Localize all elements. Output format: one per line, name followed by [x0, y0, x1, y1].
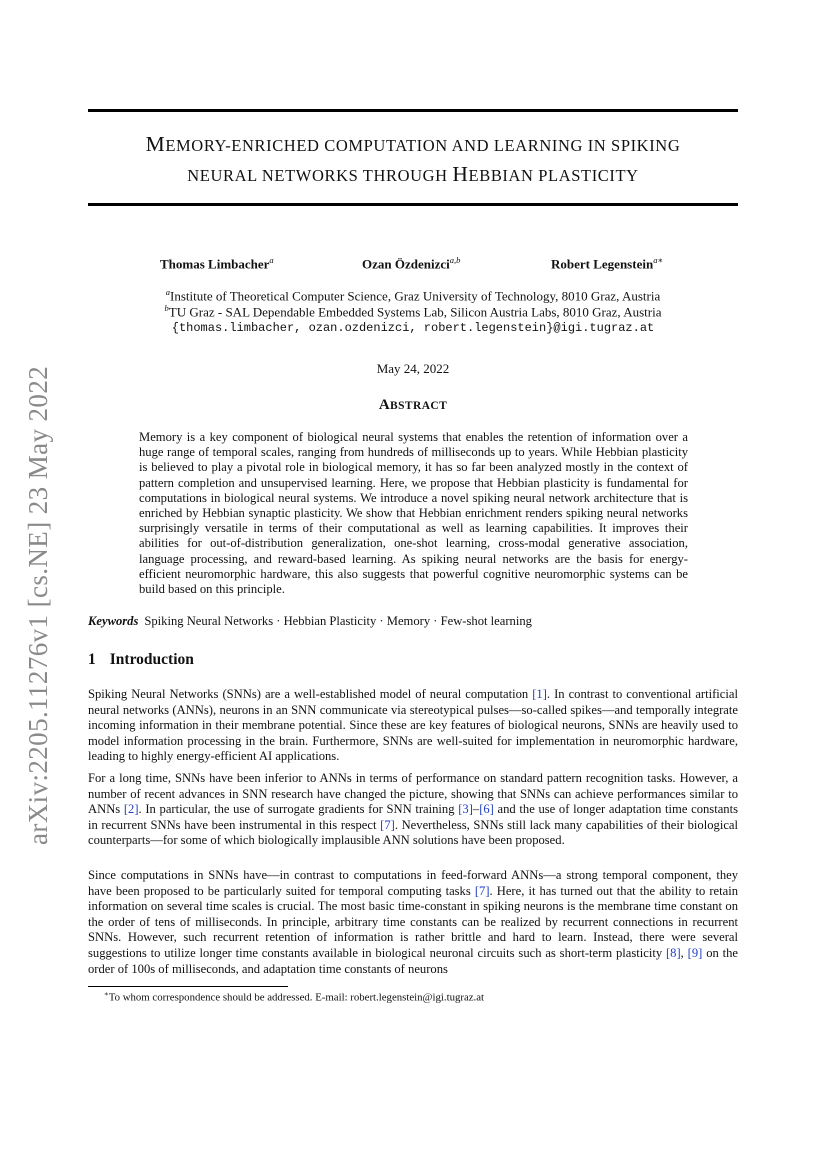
- abstract-text: Memory is a key component of biological neural systems that enables the retention of information over a huge range of temporal scales, ranging from hundreds of milliseconds up to years. While Hebbian plasticity is believed to play a pivotal role in biological memory, it has so far been analyzed mostly in the context of pattern completion and unsupervised learning. Here, we propose that Hebbian plasticity is fundamental for computations in biological neural systems. We introduce a novel spiking neural network architecture that is enriched by Hebbian synaptic plasticity. We show that Hebbian enrichment renders spiking neural networks surprisingly versatile in terms of their computational as well as learning capabilities. It improves their abilities for out-of-distribution generalization, one-shot learning, cross-modal generative association, language processing, and reward-based learning. As spiking neural networks are the basis for energy-efficient neuromorphic hardware, this also suggests that powerful cognitive neuromorphic systems can be build based on this principle.: [139, 430, 688, 597]
- intro-paragraph-3: Since computations in SNNs have—in contrast to computations in feed-forward ANNs—a strong temporal component, they have been proposed to be particularly suited for temporal computing tasks [7]. Here, it has turned out that the ability to retain information on several time scales is crucial. The most basic time-constant in spiking neurons is the membrane time constant on the order of tens of milliseconds. In principle, arbitrary time constants can be realized by recurrent connections in recurrent SNNs. However, such recurrent retention of information is rather brittle and hard to learn. Instead, there were several suggestions to utilize longer time constants available in biological neuronal circuits such as short-term plasticity [8], [9] on the order of 100s of milliseconds, and adaptation time constants of neurons: [88, 868, 739, 976]
- citation-link[interactable]: [6]: [479, 802, 494, 817]
- author: Robert Legenstein$^{a∗}$: [551, 255, 664, 272]
- title-bottom-rule: [88, 203, 738, 206]
- affiliation: $^b$TU Graz - SAL Dependable Embedded Systems Lab, Silicon Austria Labs, 8010 Graz, Austria: [164, 303, 662, 320]
- keywords-label: Keywords: [88, 614, 139, 628]
- citation-link[interactable]: [9]: [687, 945, 703, 960]
- footnote: ∗To whom correspondence should be addressed. E-mail: robert.legenstein@igi.tugraz.at: [104, 990, 485, 1004]
- author: Ozan Özdenizci$^{a,b}$: [362, 255, 461, 272]
- paper-title: [88, 130, 738, 190]
- footnote-rule: [88, 986, 288, 987]
- intro-paragraph-2: For a long time, SNNs have been inferior to ANNs in terms of performance on standard pattern recognition tasks. However, a number of recent advances in SNN research have changed the picture, showing that SNNs can achieve performances similar to ANNs [2]. In particular, the use of surrogate gradients for SNN training [3]–[6] and the use of longer adaptation time constants in recurrent SNNs have been instrumental in this respect [7]. Nevertheless, SNNs still lack many capabilities of their biological counterparts—for some of which biologically implausible ANN solutions have been proposed.: [88, 771, 739, 848]
- citation-link[interactable]: [1]: [532, 687, 547, 701]
- citation-link[interactable]: [8]: [665, 945, 681, 960]
- title-top-rule: [88, 109, 738, 112]
- paper-date: May 24, 2022: [376, 361, 450, 376]
- citation-link[interactable]: [2]: [123, 802, 139, 817]
- keywords: [88, 614, 532, 629]
- arxiv-sidebar-stamp: arXiv:2205.11276v1 [cs.NE] 23 May 2022: [23, 365, 53, 845]
- author: Thomas Limbacher$^a$: [160, 255, 274, 272]
- citation-link[interactable]: [7]: [380, 817, 395, 832]
- abstract-heading: ABSTRACT: [378, 397, 448, 413]
- keywords-list: Spiking Neural Networks · Hebbian Plasticity · Memory · Few-shot learning: [144, 614, 532, 628]
- title-line-2: NEURAL NETWORKS THROUGH HEBBIAN PLASTICITY: [187, 162, 639, 186]
- section-heading-introduction: 1 Introduction: [88, 651, 194, 668]
- affiliation: $^a$Institute of Theoretical Computer Science, Graz University of Technology, 8010 Graz, Austria: [165, 287, 661, 304]
- citation-link[interactable]: [7]: [474, 883, 490, 898]
- intro-paragraph-1: Spiking Neural Networks (SNNs) are a well-established model of neural computation [1]. In contrast to conventional artificial neural networks (ANNs), neurons in an SNN communicate via stereotypical pulses—so-called spikes—and temporally integrate incoming information in their membrane potential. Since these are key features of biological neurons, SNNs are heavily used to model information processing in the brain. Furthermore, SNNs are well-suited for implementation in neuromorphic hardware, leading to highly energy-efficient AI applications.: [88, 687, 738, 764]
- title-line-1: MEMORY-ENRICHED COMPUTATION AND LEARNING IN SPIKING: [145, 132, 681, 156]
- citation-link[interactable]: [3]: [458, 802, 473, 817]
- author-emails: {thomas.limbacher, ozan.ozdenizci, robert.legenstein}@igi.tugraz.at: [171, 321, 655, 335]
